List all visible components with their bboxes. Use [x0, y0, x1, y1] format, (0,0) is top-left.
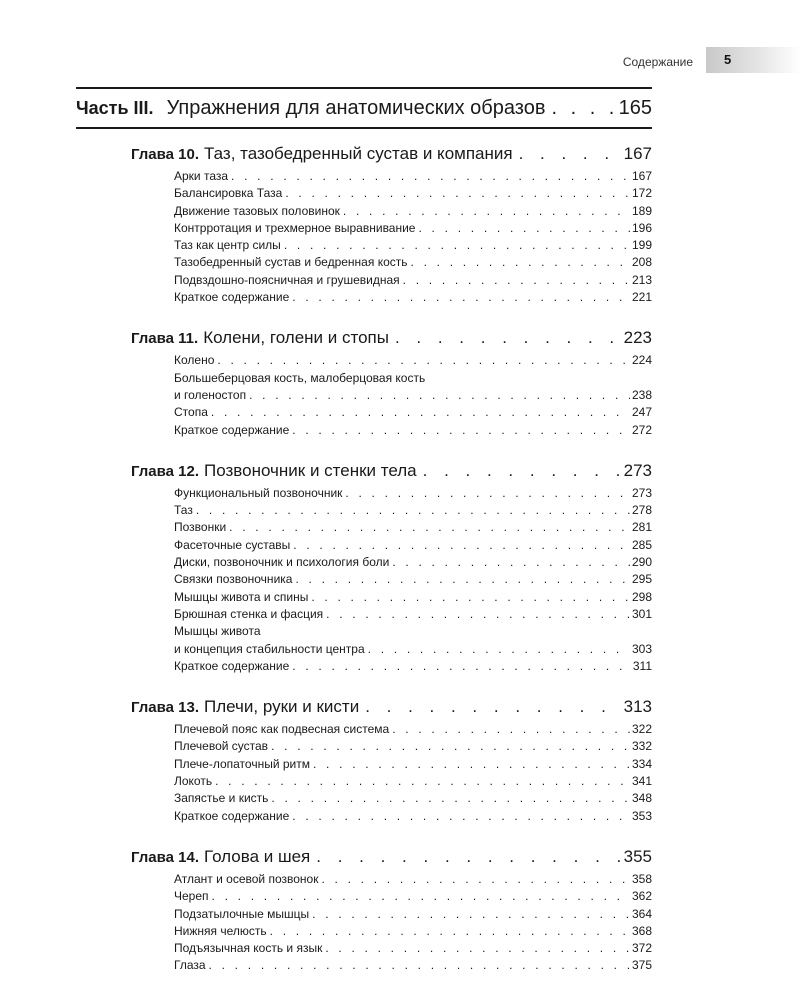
chapter-page: 313: [623, 697, 652, 717]
chapter-entry: [131, 461, 652, 675]
dot-leader: [418, 220, 629, 237]
section-page: 311: [632, 658, 652, 673]
section-title: Фасеточные суставы: [174, 537, 291, 552]
dot-leader: [411, 254, 630, 271]
chapter-page: 223: [623, 328, 652, 348]
dot-leader: [215, 773, 630, 790]
dot-leader: [316, 847, 619, 867]
dot-leader: [368, 641, 630, 658]
dot-leader: [229, 519, 630, 536]
section-title: Стопа: [174, 405, 208, 420]
dot-leader: [403, 272, 630, 289]
section-page: 290: [631, 555, 652, 570]
dot-leader: [292, 422, 630, 439]
section-title: Колено: [174, 353, 215, 368]
section-title: Позвонки: [174, 520, 227, 535]
dot-leader: [423, 461, 620, 481]
section-page: 213: [631, 272, 652, 287]
section-list: [174, 485, 652, 675]
section-entry[interactable]: [174, 289, 652, 306]
dot-leader: [551, 97, 612, 120]
section-page: 247: [631, 405, 652, 420]
section-page: 301: [631, 606, 652, 621]
section-title: Локоть: [174, 774, 213, 789]
section-entry[interactable]: [174, 738, 652, 755]
section-entry[interactable]: [174, 773, 652, 790]
dot-leader: [285, 185, 630, 202]
dot-leader: [284, 237, 630, 254]
chapter-label: Глава 10.: [131, 146, 200, 163]
section-page: 362: [631, 889, 652, 904]
section-title: Функциональный позвоночник: [174, 485, 343, 500]
chapter-heading[interactable]: [131, 697, 652, 721]
part-title: Упражнения для анатомических образов: [166, 97, 546, 119]
section-title: Движение тазовых половинок: [174, 203, 340, 218]
dot-leader: [231, 168, 630, 185]
chapter-heading[interactable]: [131, 461, 652, 485]
section-entry[interactable]: [174, 203, 652, 220]
part-rule-bottom: [76, 127, 652, 129]
section-entry[interactable]: [174, 940, 652, 957]
dot-leader: [395, 328, 620, 348]
section-title: Диски, позвоночник и психология боли: [174, 555, 390, 570]
section-list: [174, 871, 652, 975]
section-page: 368: [631, 923, 652, 938]
section-entry[interactable]: [174, 906, 652, 923]
section-title: Подъязычная кость и язык: [174, 941, 323, 956]
section-entry[interactable]: [174, 554, 652, 571]
section-page: 332: [631, 739, 652, 754]
section-entry[interactable]: [174, 537, 652, 554]
section-title: Подвздошно-поясничная и грушевидная: [174, 272, 400, 287]
dot-leader: [343, 203, 630, 220]
section-page: 224: [631, 353, 652, 368]
section-title: Череп: [174, 889, 209, 904]
section-page: 341: [631, 774, 652, 789]
section-title: и концепция стабильности центра: [174, 641, 365, 656]
section-title: Краткое содержание: [174, 422, 290, 437]
section-page: 364: [631, 906, 652, 921]
section-title: Брюшная стенка и фасция: [174, 606, 324, 621]
part-heading[interactable]: [76, 97, 652, 125]
section-page: 221: [631, 290, 652, 305]
section-entry[interactable]: [174, 237, 652, 254]
section-page: 273: [631, 485, 652, 500]
dot-leader: [212, 888, 630, 905]
section-page: 281: [631, 520, 652, 535]
section-entry[interactable]: [174, 589, 652, 606]
section-entry[interactable]: [174, 168, 652, 185]
section-title: Плечевой пояс как подвесная система: [174, 722, 390, 737]
section-entry[interactable]: [174, 370, 652, 405]
section-title: Контрротация и трехмерное выравнивание: [174, 220, 416, 235]
dot-leader: [196, 502, 630, 519]
section-page: 208: [631, 255, 652, 270]
chapter-label: Глава 14.: [131, 848, 200, 866]
dot-leader: [311, 589, 630, 606]
section-page: 358: [631, 871, 652, 886]
section-title-line1: Мышцы живота: [174, 624, 261, 639]
section-entry[interactable]: [174, 571, 652, 588]
dot-leader: [365, 697, 619, 717]
section-entry[interactable]: [174, 606, 652, 623]
dot-leader: [312, 906, 630, 923]
section-entry[interactable]: [174, 888, 652, 905]
dot-leader: [293, 537, 630, 554]
section-page: 172: [631, 186, 652, 201]
chapter-title: Позвоночник и стенки тела: [204, 460, 417, 480]
section-list: [174, 721, 652, 825]
section-entry[interactable]: [174, 658, 652, 675]
section-entry[interactable]: [174, 404, 652, 421]
section-page: 372: [631, 941, 652, 956]
chapter-label: Глава 12.: [131, 462, 200, 480]
chapter-entry: [131, 328, 652, 438]
section-page: 272: [631, 422, 652, 437]
chapter-title: Плечи, руки и кисти: [204, 697, 360, 717]
section-title: Арки таза: [174, 169, 229, 183]
section-page: 298: [631, 589, 652, 604]
section-entry[interactable]: [174, 623, 652, 658]
chapter-entry: [131, 847, 652, 975]
section-entry[interactable]: [174, 957, 652, 974]
section-list: [174, 352, 652, 438]
section-title: Краткое содержание: [174, 290, 290, 305]
section-page: 353: [631, 808, 652, 823]
section-title: Плечевой сустав: [174, 739, 269, 754]
dot-leader: [292, 808, 630, 825]
section-entry[interactable]: [174, 422, 652, 439]
section-entry[interactable]: [174, 502, 652, 519]
section-entry[interactable]: [174, 185, 652, 202]
section-page: 334: [631, 756, 652, 771]
section-list: [174, 168, 652, 306]
section-title: Балансировка Таза: [174, 186, 283, 201]
section-title: и голеностоп: [174, 387, 247, 402]
section-entry[interactable]: [174, 519, 652, 536]
dot-leader: [209, 957, 630, 974]
section-title: Краткое содержание: [174, 808, 290, 823]
section-page: 189: [631, 203, 652, 218]
section-page: 199: [631, 238, 652, 253]
section-entry[interactable]: [174, 808, 652, 825]
dot-leader: [249, 387, 630, 404]
section-title: Атлант и осевой позвонок: [174, 871, 319, 886]
chapter-label: Глава 11.: [131, 330, 199, 348]
section-title: Краткое содержание: [174, 658, 290, 673]
page-number-tab: [706, 47, 800, 73]
chapter-page: 273: [623, 460, 652, 480]
chapter-page: 167: [623, 144, 652, 163]
dot-leader: [392, 721, 630, 738]
section-title: Таз: [174, 503, 193, 518]
dot-leader: [217, 352, 630, 369]
dot-leader: [292, 658, 631, 675]
chapter-entry: [131, 697, 652, 825]
part-label: Часть III.: [76, 98, 154, 118]
section-entry[interactable]: [174, 220, 652, 237]
section-page: 238: [631, 387, 652, 402]
chapter-title: Голова и шея: [204, 846, 311, 866]
dot-leader: [326, 606, 630, 623]
section-title: Глаза: [174, 958, 206, 973]
section-page: 196: [631, 220, 652, 235]
dot-leader: [325, 940, 630, 957]
dot-leader: [321, 871, 630, 888]
section-entry[interactable]: [174, 272, 652, 289]
chapter-title: Колени, голени и стопы: [203, 328, 389, 348]
section-page: 295: [631, 572, 652, 587]
chapter-heading[interactable]: [131, 328, 652, 352]
page-number: 5: [724, 52, 732, 67]
chapter-heading[interactable]: [131, 144, 652, 168]
chapter-title: Таз, тазобедренный сустав и компания: [204, 144, 513, 163]
chapter-heading[interactable]: [131, 847, 652, 871]
dot-leader: [270, 923, 630, 940]
section-entry[interactable]: [174, 756, 652, 773]
section-title: Мышцы живота и спины: [174, 589, 309, 604]
dot-leader: [295, 571, 630, 588]
section-page: 322: [631, 722, 652, 737]
table-of-contents: [131, 144, 652, 997]
dot-leader: [211, 404, 630, 421]
chapter-entry: [131, 144, 652, 306]
dot-leader: [271, 738, 630, 755]
section-entry[interactable]: [174, 352, 652, 369]
section-entry[interactable]: [174, 721, 652, 738]
dot-leader: [519, 144, 620, 164]
dot-leader: [292, 289, 630, 306]
dot-leader: [392, 554, 630, 571]
section-title: Нижняя челюсть: [174, 923, 267, 938]
section-page: 285: [631, 537, 652, 552]
section-entry[interactable]: [174, 923, 652, 940]
part-rule-top: [76, 87, 652, 89]
dot-leader: [345, 485, 630, 502]
section-title: Плече-лопаточный ритм: [174, 756, 310, 771]
dot-leader: [271, 790, 630, 807]
section-entry[interactable]: [174, 485, 652, 502]
section-page: 303: [631, 641, 652, 656]
section-page: 375: [631, 958, 652, 973]
section-page: 278: [631, 503, 652, 518]
section-entry[interactable]: [174, 254, 652, 271]
chapter-page: 355: [623, 846, 652, 866]
section-title: Подзатылочные мышцы: [174, 906, 310, 921]
running-header-title: Содержание: [622, 55, 693, 69]
section-title-line1: Большеберцовая кость, малоберцовая кость: [174, 370, 426, 385]
section-page: 348: [631, 791, 652, 806]
section-title: Тазобедренный сустав и бедренная кость: [174, 255, 408, 270]
part-page: 165: [618, 97, 652, 119]
dot-leader: [313, 756, 630, 773]
section-entry[interactable]: [174, 871, 652, 888]
section-title: Таз как центр силы: [174, 238, 281, 253]
chapter-label: Глава 13.: [131, 699, 200, 717]
section-title: Связки позвоночника: [174, 572, 293, 587]
section-title: Запястье и кисть: [174, 791, 269, 806]
section-entry[interactable]: [174, 790, 652, 807]
section-page: 167: [631, 169, 652, 183]
